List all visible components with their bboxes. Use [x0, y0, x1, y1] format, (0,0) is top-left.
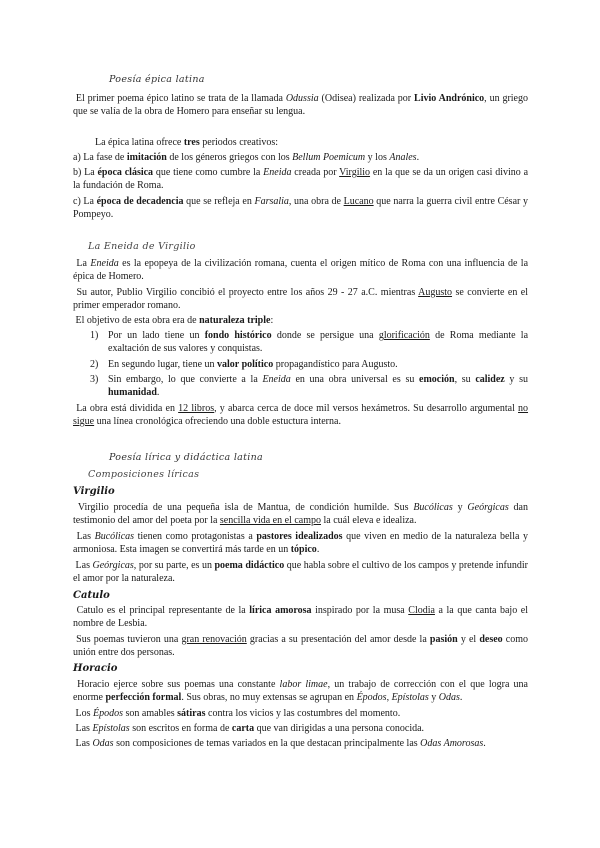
- paragraph-eneida-structure: La obra está dividida en 12 libros, y abarca cerca de doce mil versos hexámetros. Su desarrollo argumental no sigue una línea cronológica ofreciendo una doble estuctura interna.: [73, 403, 529, 428]
- author-heading-horacio: Horacio: [73, 663, 118, 674]
- author-heading-catulo: Catulo: [73, 590, 110, 601]
- paragraph-epistolas: Las Epístolas son escritos en forma de carta que van dirigidas a una persona conocida.: [75, 723, 425, 734]
- paragraph-catulo-intro: Catulo es el principal representante de la lírica amorosa inspirado por la musa Clodia a la que canta bajo el nombre de Lesbia.: [73, 605, 528, 630]
- section-heading-eneida: La Eneida de Virgilio: [88, 241, 196, 252]
- paragraph-epodos: Los Épodos son amables sátiras contra los vicios y las costumbres del momento.: [75, 708, 401, 719]
- list-item: 1) Por un lado tiene un fondo histórico donde se persigue una glorificación de Roma mediante la exaltación de sus valores y conquistas.: [90, 330, 529, 355]
- list-item: 2) En segundo lugar, tiene un valor político propagandístico para Augusto.: [90, 359, 398, 370]
- period-c: c) La época de decadencia que se refleja en Farsalia, una obra de Lucano que narra la guerra civil entre César y Pompeyo.: [73, 196, 528, 221]
- paragraph-epica-intro: El primer poema épico latino se trata de la llamada Odussia (Odisea) realizada por Livio Andrónico, un griego que se valía de la obra de Homero para enseñar su lengua.: [73, 93, 528, 118]
- paragraph-epica-periods: La épica latina ofrece tres periodos creativos:: [95, 137, 279, 148]
- paragraph-horacio-intro: Horacio ejerce sobre sus poemas una constante labor limae, un trabajo de corrección con el que logra una enorme perfección formal. Sus obras, no muy extensas se agrupan en Épodos, Epístolas y Odas.: [73, 679, 528, 704]
- paragraph-eneida-author: Su autor, Publio Virgilio concibió el proyecto entre los años 29 - 27 a.C. mientras Augusto se convierte en el primer emperador romano.: [73, 287, 529, 312]
- section-heading-epica: Poesía épica latina: [109, 74, 205, 85]
- paragraph-virgilio-intro: Virgilio procedía de una pequeña isla de Mantua, de condición humilde. Sus Bucólicas y Geórgicas dan testimonio del amor del poeta por la sencilla vida en el campo la cuál eleva e idealiza.: [73, 502, 528, 527]
- paragraph-georgicas: Las Geórgicas, por su parte, es un poema didáctico que habla sobre el cultivo de los campos y pretende infundir el amor por la naturaleza.: [73, 560, 528, 585]
- section-heading-composiciones: Composiciones líricas: [88, 469, 200, 480]
- list-item: 3) Sin embargo, lo que convierte a la Eneida en una obra universal es su emoción, su calidez y su humanidad.: [90, 374, 528, 399]
- author-heading-virgilio: Virgilio: [73, 486, 115, 497]
- paragraph-bucolicas: Las Bucólicas tienen como protagonistas a pastores idealizados que viven en medio de la naturaleza bella y armoniosa. Esta imagen se convertirá más tarde en un tópico.: [73, 531, 528, 556]
- paragraph-eneida-intro: La Eneida es la epopeya de la civilización romana, cuenta el origen mítico de Roma con una influencia de la épica de Homero.: [73, 258, 529, 283]
- period-a: a) La fase de imitación de los géneros griegos con los Bellum Poemicum y los Anales.: [73, 152, 420, 163]
- section-heading-lirica: Poesía lírica y didáctica latina: [109, 452, 263, 463]
- paragraph-catulo-poemas: Sus poemas tuvieron una gran renovación gracias a su presentación del amor desde la pasión y el deseo como unión entre dos personas.: [73, 634, 529, 659]
- period-b: b) La época clásica que tiene como cumbre la Eneida creada por Virgilio en la que se da un origen casi divino a la fundación de Roma.: [73, 167, 529, 192]
- paragraph-eneida-objective: El objetivo de esta obra era de naturaleza triple:: [75, 315, 274, 326]
- paragraph-odas: Las Odas son composiciones de temas variados en la que destacan principalmente las Odas Amorosas.: [75, 738, 486, 749]
